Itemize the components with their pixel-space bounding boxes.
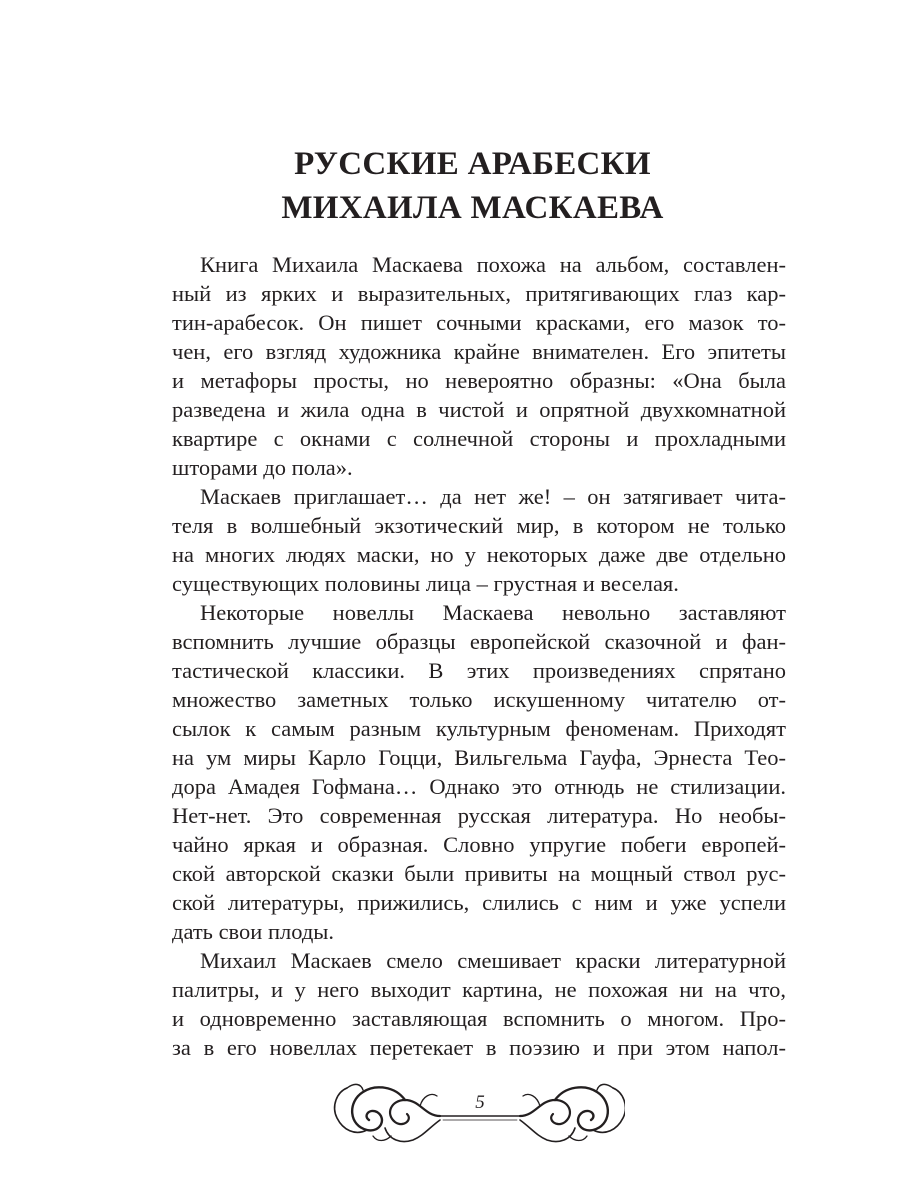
text-line: вспомнить лучшие образцы европейской сказочной и фан- (172, 629, 786, 654)
chapter-title-line-1: РУССКИЕ АРАБЕСКИ (294, 146, 651, 182)
body-text (172, 250, 786, 1062)
text-line: шторами до пола». (172, 455, 353, 480)
text-line: Маскаев приглашает… да нет же! – он затягивает чита- (200, 484, 786, 509)
text-line: за в его новеллах перетекает в поэзию и при этом напол- (172, 1035, 786, 1060)
text-line: на многих людях маски, но у некоторых даже две отдельно (172, 542, 786, 567)
text-line: Михаил Маскаев смело смешивает краски литературной (200, 948, 786, 973)
text-line: Некоторые новеллы Маскаева невольно заставляют (200, 600, 786, 625)
text-line: разведена и жила одна в чистой и опрятной двухкомнатной (172, 397, 786, 422)
text-line: ской литературы, прижились, слились с ним и уже успели (172, 890, 786, 915)
scroll-flourish-ornament-icon (325, 1070, 625, 1160)
text-line: теля в волшебный экзотический мир, в котором не только (172, 513, 786, 538)
text-line: и метафоры просты, но невероятно образны: «Она была (172, 368, 786, 393)
chapter-title-line-2: МИХАИЛА МАСКАЕВА (281, 190, 664, 226)
text-line: сылок к самым разным культурным феноменам. Приходят (172, 716, 786, 741)
text-line: на ум миры Карло Гоцци, Вильгельма Гауфа, Эрнеста Тео- (172, 745, 786, 770)
text-line: палитры, и у него выходит картина, не похожая ни на что, (172, 977, 786, 1002)
text-line: дать свои плоды. (172, 919, 335, 944)
text-line: чен, его взгляд художника крайне внимателен. Его эпитеты (172, 339, 786, 364)
text-line: Книга Михаила Маскаева похожа на альбом, составлен- (200, 252, 786, 277)
text-line: квартире с окнами с солнечной стороны и прохладными (172, 426, 786, 451)
text-line: Нет-нет. Это современная русская литература. Но необы- (172, 803, 786, 828)
text-line: множество заметных только искушенному читателю от- (172, 687, 786, 712)
text-line: дора Амадея Гофмана… Однако это отнюдь не стилизации. (172, 774, 786, 799)
chapter-title (0, 142, 900, 230)
text-line: чайно яркая и образная. Словно упругие побеги европей- (172, 832, 786, 857)
text-line: ской авторской сказки были привиты на мощный ствол рус- (172, 861, 786, 886)
text-line: существующих половины лица – грустная и веселая. (172, 571, 679, 596)
page-number: 5 (475, 1092, 485, 1113)
text-line: ный из ярких и выразительных, притягивающих глаз кар- (172, 281, 786, 306)
text-line: тастической классики. В этих произведениях спрятано (172, 658, 786, 683)
page-footer (325, 1070, 625, 1160)
text-line: и одновременно заставляющая вспомнить о многом. Про- (172, 1006, 786, 1031)
text-line: тин-арабесок. Он пишет сочными красками, его мазок то- (172, 310, 786, 335)
